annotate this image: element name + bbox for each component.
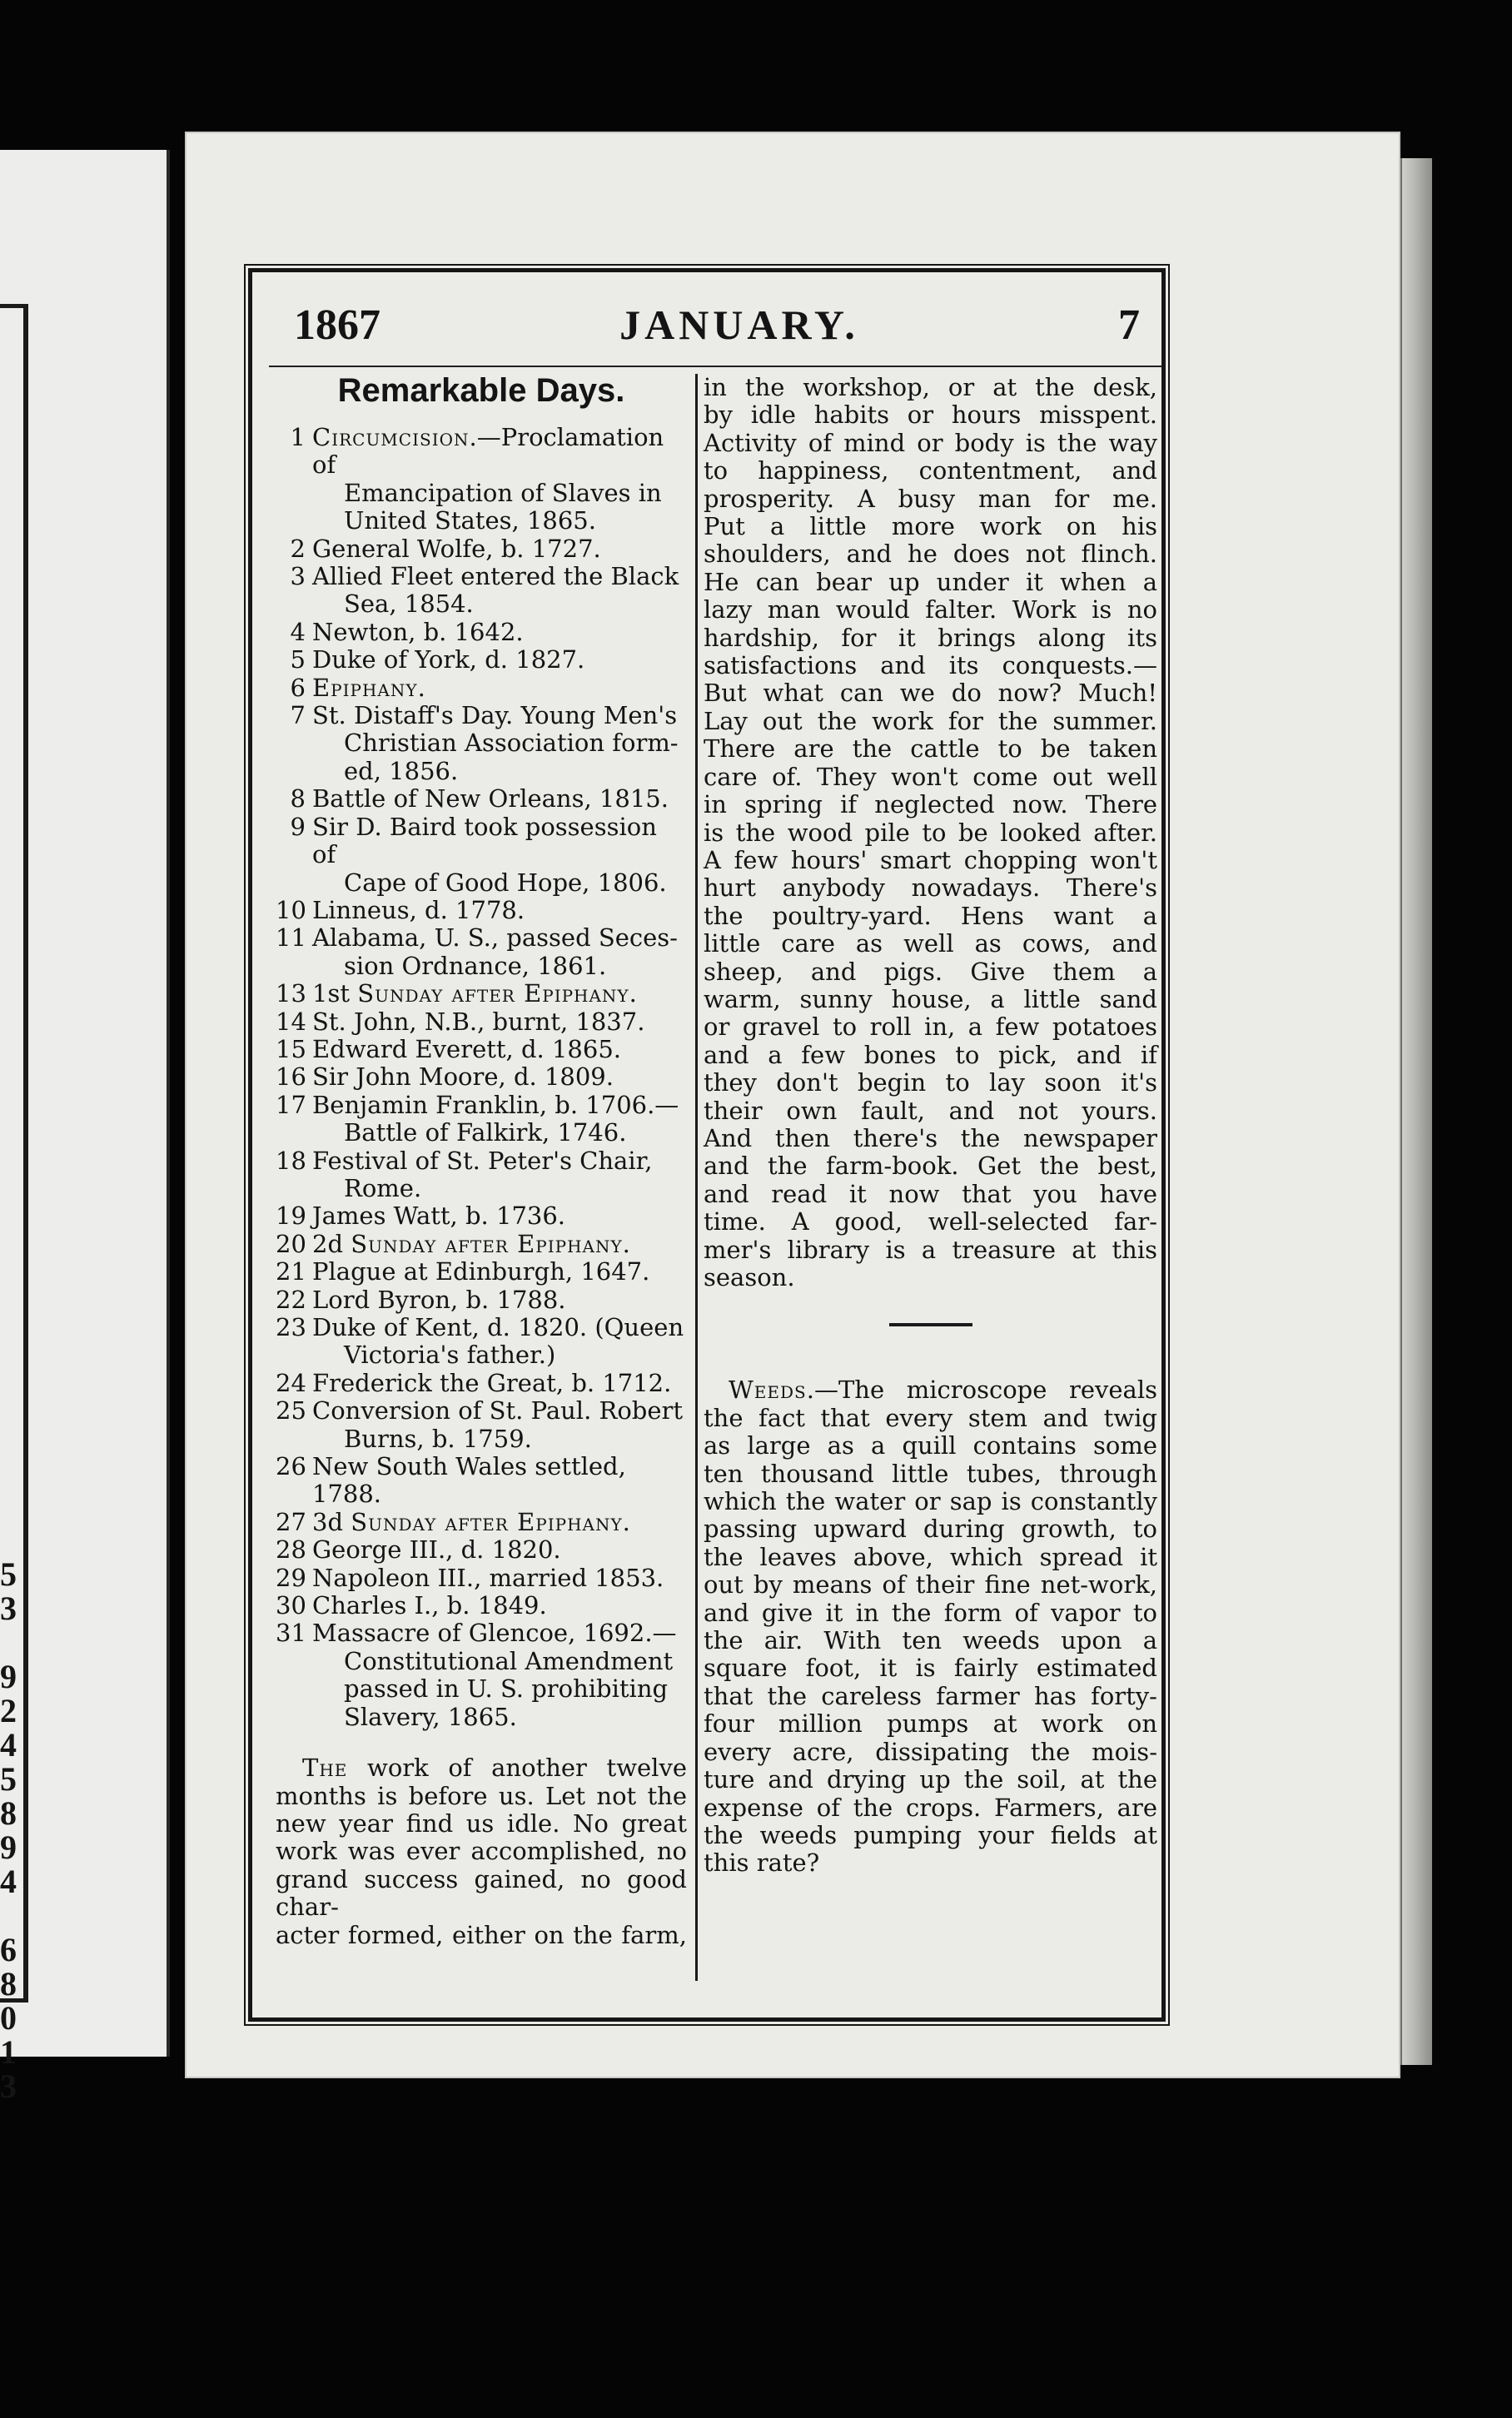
- remarkable-day-entry: [276, 1509, 687, 1536]
- day-event-line: Conversion of St. Paul. Robert: [312, 1396, 684, 1425]
- day-event: [312, 1286, 687, 1314]
- work-paragraph-line: they don't begin to lay soon it's: [704, 1068, 1157, 1097]
- work-paragraph-line: the poultry-yard. Hens want a: [704, 901, 1157, 930]
- day-event-line: Christian Association form-: [344, 729, 679, 758]
- remarkable-day-entry: [276, 1231, 687, 1258]
- work-paragraph-line: season.: [704, 1263, 795, 1291]
- day-event: [312, 1536, 687, 1564]
- weeds-paragraph-line: and give it in the form of vapor to: [704, 1598, 1157, 1627]
- day-event: [312, 1036, 687, 1063]
- day-number: 15: [276, 1034, 306, 1063]
- day-event: [312, 563, 687, 619]
- day-number: 1: [290, 423, 306, 451]
- day-event-line: Sea, 1854.: [344, 590, 474, 619]
- remarkable-day-entry: [276, 897, 687, 924]
- day-event-line: Victoria's father.): [344, 1341, 556, 1370]
- small-caps-text: Epiphany: [312, 673, 418, 702]
- remarkable-day-entry: [276, 1008, 687, 1036]
- remarkable-days-title: Remarkable Days.: [337, 372, 625, 409]
- day-event-line: Duke of York, d. 1827.: [312, 645, 585, 674]
- day-number: 25: [276, 1396, 306, 1425]
- weeds-paragraph-line: which the water or sap is constantly: [704, 1487, 1157, 1516]
- day-number: 13: [276, 979, 306, 1008]
- work-paragraph-line: and read it now that you have: [704, 1179, 1157, 1208]
- edge-digit: 5: [0, 1557, 17, 1593]
- day-event: [312, 424, 687, 535]
- day-event-line: George III., d. 1820.: [312, 1535, 561, 1565]
- day-number: 22: [276, 1285, 306, 1314]
- weeds-paragraph-line: four million pumps at work on: [704, 1709, 1157, 1739]
- weeds-paragraph-line: Weeds.—The microscope reveals: [729, 1376, 1157, 1405]
- work-paragraph-line: But what can we do now? Much!: [704, 679, 1157, 708]
- remarkable-day-entry: [276, 1258, 687, 1286]
- day-event-line: New South Wales settled, 1788.: [312, 1452, 626, 1509]
- day-event: [312, 702, 687, 785]
- day-event-line: Frederick the Great, b. 1712.: [312, 1368, 672, 1397]
- remarkable-day-entry: [276, 702, 687, 785]
- page-stack-edge: [1400, 158, 1432, 2065]
- day-event-line: ed, 1856.: [344, 756, 459, 785]
- weeds-paragraph-line: ten thousand little tubes, through: [704, 1459, 1157, 1488]
- weeds-paragraph-line: the leaves above, which spread it: [704, 1542, 1157, 1571]
- day-event: [312, 813, 687, 897]
- day-number: 5: [290, 645, 306, 674]
- header-year: 1867: [294, 301, 380, 349]
- work-paragraph-line: mer's library is a treasure at this: [704, 1235, 1157, 1264]
- day-event: [312, 646, 687, 674]
- day-number: 2: [290, 534, 306, 563]
- remarkable-day-entry: [276, 424, 687, 535]
- day-event-line: Constitutional Amendment: [344, 1646, 674, 1675]
- day-event-line: 3d Sunday after Epiphany.: [312, 1507, 630, 1536]
- day-event: [312, 1258, 687, 1286]
- day-event: [312, 1397, 687, 1453]
- day-event-line: Rome.: [344, 1173, 422, 1202]
- day-number: 19: [276, 1202, 306, 1231]
- day-event-line: Sir D. Baird took possession of: [312, 812, 657, 869]
- work-paragraph-line: care of. They won't come out well: [704, 762, 1157, 791]
- weeds-paragraph-line: out by means of their fine net-work,: [704, 1570, 1157, 1600]
- work-paragraph-line: lazy man would falter. Work is no: [704, 595, 1157, 624]
- work-paragraph-line: He can bear up under it when a: [704, 567, 1157, 596]
- day-event-line: Cape of Good Hope, 1806.: [344, 868, 667, 897]
- day-event-line: St. Distaff's Day. Young Men's: [312, 701, 678, 730]
- column-divider: [695, 374, 698, 1981]
- edge-digit: 8: [0, 1794, 17, 1832]
- work-paragraph-line: by idle habits or hours misspent.: [704, 401, 1157, 430]
- day-event: [312, 1147, 687, 1203]
- remarkable-day-entry: [276, 813, 687, 897]
- small-caps-text: Sunday after Epiphany: [351, 1229, 623, 1258]
- work-paragraph-line: warm, sunny house, a little sand: [704, 984, 1157, 1013]
- remarkable-day-entry: [276, 619, 687, 646]
- header-rule: [269, 366, 1161, 367]
- day-event: [312, 1453, 687, 1509]
- day-number: 29: [276, 1563, 306, 1592]
- edge-digit: 5: [0, 1760, 17, 1798]
- day-event-line: Battle of New Orleans, 1815.: [312, 784, 669, 813]
- work-paragraph-line: prosperity. A busy man for me.: [704, 484, 1157, 513]
- edge-digit: 4: [0, 1863, 17, 1900]
- day-event: [312, 1202, 687, 1230]
- day-number: 18: [276, 1146, 306, 1175]
- work-paragraph-line: Activity of mind or body is the way: [704, 428, 1157, 457]
- day-number: 24: [276, 1368, 306, 1397]
- remarkable-day-entry: [276, 1092, 687, 1147]
- work-paragraph: [704, 374, 1157, 1291]
- work-paragraph-line: sheep, and pigs. Give them a: [704, 957, 1157, 986]
- intro-line: work was ever accomplished, no: [276, 1837, 687, 1866]
- small-caps-text: Weeds: [729, 1376, 807, 1405]
- remarkable-day-entry: [276, 1565, 687, 1592]
- remarkable-day-entry: [276, 674, 687, 702]
- work-paragraph-line: hurt anybody nowadays. There's: [704, 873, 1157, 903]
- weeds-paragraph: [704, 1376, 1157, 1877]
- day-number: 8: [290, 784, 306, 813]
- day-event: [312, 1231, 687, 1258]
- day-number: 16: [276, 1062, 306, 1092]
- left-column: [276, 369, 687, 1949]
- day-event-line: Charles I., b. 1849.: [312, 1591, 547, 1620]
- remarkable-day-entry: [276, 535, 687, 563]
- weeds-paragraph-line: square foot, it is fairly estimated: [704, 1654, 1157, 1683]
- remarkable-day-entry: [276, 1370, 687, 1397]
- day-event-line: Emancipation of Slaves in: [344, 478, 662, 507]
- remarkable-day-entry: [276, 1036, 687, 1063]
- weeds-paragraph-line: as large as a quill contains some: [704, 1431, 1157, 1460]
- remarkable-day-entry: [276, 1063, 687, 1091]
- day-event: [312, 1509, 687, 1536]
- day-event: [312, 1370, 687, 1397]
- section-rule: [889, 1323, 972, 1326]
- edge-digit: 4: [0, 1726, 17, 1764]
- day-event: [312, 785, 687, 813]
- page-number: 7: [1118, 301, 1140, 349]
- work-paragraph-line: A few hours' smart chopping won't: [704, 845, 1157, 874]
- day-event: [312, 1008, 687, 1036]
- day-number: 7: [290, 701, 306, 730]
- weeds-paragraph-line: this rate?: [704, 1848, 820, 1878]
- page-header: [294, 301, 1155, 367]
- day-number: 9: [290, 812, 306, 841]
- day-event: [312, 1314, 687, 1370]
- work-paragraph-line: little care as well as cows, and: [704, 929, 1157, 958]
- day-event: [312, 1592, 687, 1619]
- small-caps-text: Circumcision: [312, 423, 470, 451]
- day-event: [312, 674, 687, 702]
- edge-digit: 8: [0, 1965, 17, 2003]
- day-event: [312, 924, 687, 980]
- previous-page-edge: [0, 150, 170, 2103]
- intro-line: new year find us idle. No great: [276, 1809, 687, 1838]
- day-event: [312, 897, 687, 924]
- weeds-paragraph-line: expense of the crops. Farmers, are: [704, 1793, 1157, 1822]
- day-number: 23: [276, 1313, 306, 1341]
- day-event-line: Edward Everett, d. 1865.: [312, 1034, 621, 1063]
- day-number: 11: [276, 923, 306, 953]
- day-event-line: James Watt, b. 1736.: [312, 1202, 566, 1231]
- remarkable-day-entry: [276, 646, 687, 674]
- weeds-paragraph-line: every acre, dissipating the mois-: [704, 1737, 1157, 1766]
- weeds-paragraph-line: that the careless farmer has forty-: [704, 1681, 1157, 1710]
- remarkable-day-entry: [276, 785, 687, 813]
- intro-line: The work of another twelve: [302, 1754, 687, 1783]
- day-event: [312, 1063, 687, 1091]
- work-paragraph-line: hardship, for it brings along its: [704, 623, 1157, 652]
- edge-digit: 3: [0, 1590, 17, 1627]
- day-event-line: Plague at Edinburgh, 1647.: [312, 1257, 650, 1286]
- edge-digit: 9: [0, 1658, 17, 1695]
- day-event-line: passed in U. S. prohibiting: [344, 1674, 669, 1704]
- day-event-line: Linneus, d. 1778.: [312, 895, 525, 924]
- work-paragraph-line: in spring if neglected now. There: [704, 790, 1157, 819]
- day-event-line: Alabama, U. S., passed Seces-: [312, 923, 678, 953]
- remarkable-day-entry: [276, 563, 687, 619]
- day-event-line: Burns, b. 1759.: [344, 1424, 532, 1453]
- day-number: 31: [276, 1619, 306, 1648]
- day-event-line: Slavery, 1865.: [344, 1702, 517, 1731]
- work-paragraph-line: Lay out the work for the summer.: [704, 706, 1157, 735]
- edge-digit: 3: [0, 2067, 17, 2103]
- work-paragraph-line: And then there's the newspaper: [704, 1123, 1157, 1152]
- remarkable-days-list: [276, 424, 687, 1731]
- day-event: [312, 1619, 687, 1731]
- day-number: 20: [276, 1229, 306, 1258]
- weeds-paragraph-line: the air. With ten weeds upon a: [704, 1626, 1157, 1655]
- day-number: 6: [290, 673, 306, 702]
- day-event: [312, 980, 687, 1007]
- day-event-line: Sir John Moore, d. 1809.: [312, 1062, 614, 1092]
- day-event-line: sion Ordnance, 1861.: [344, 951, 607, 980]
- day-number: 28: [276, 1535, 306, 1565]
- day-number: 3: [290, 562, 306, 591]
- day-number: 10: [276, 895, 306, 924]
- day-event-line: United States, 1865.: [344, 506, 596, 535]
- day-event-line: Lord Byron, b. 1788.: [312, 1285, 566, 1314]
- remarkable-day-entry: [276, 1619, 687, 1731]
- day-event-line: Benjamin Franklin, b. 1706.—: [312, 1090, 679, 1119]
- remarkable-day-entry: [276, 1592, 687, 1619]
- work-paragraph-line: satisfactions and its conquests.—: [704, 651, 1157, 680]
- work-paragraph-line: is the wood pile to be looked after.: [704, 818, 1157, 847]
- day-number: 27: [276, 1507, 306, 1536]
- work-paragraph-line: or gravel to roll in, a few potatoes: [704, 1012, 1157, 1042]
- weeds-paragraph-line: passing upward during growth, to: [704, 1515, 1157, 1544]
- day-number: 17: [276, 1090, 306, 1119]
- small-caps-text: Sunday after Epiphany: [357, 979, 629, 1008]
- day-number: 4: [290, 617, 306, 646]
- day-event-line: Circumcision.—Proclamation of: [312, 423, 664, 480]
- day-event: [312, 1565, 687, 1592]
- header-month: JANUARY.: [619, 301, 859, 348]
- remarkable-day-entry: [276, 1286, 687, 1314]
- right-column: [704, 374, 1157, 1878]
- remarkable-day-entry: [276, 1536, 687, 1564]
- remarkable-day-entry: [276, 980, 687, 1007]
- day-event: [312, 619, 687, 646]
- intro-line: months is before us. Let not the: [276, 1781, 687, 1810]
- day-event-line: St. John, N.B., burnt, 1837.: [312, 1007, 645, 1036]
- day-number: 30: [276, 1591, 306, 1620]
- day-event-line: 1st Sunday after Epiphany.: [312, 979, 637, 1008]
- day-event-line: Napoleon III., married 1853.: [312, 1563, 664, 1592]
- work-paragraph-line: Put a little more work on his: [704, 512, 1157, 541]
- weeds-paragraph-line: the weeds pumping your fields at: [704, 1820, 1157, 1849]
- day-event: [312, 1092, 687, 1147]
- remarkable-day-entry: [276, 1147, 687, 1203]
- edge-digit: 0: [0, 1999, 17, 2037]
- day-event-line: Allied Fleet entered the Black: [312, 562, 679, 591]
- work-paragraph-line: their own fault, and not yours.: [704, 1096, 1157, 1125]
- edge-digit: 6: [0, 1931, 17, 1968]
- day-event-line: Epiphany.: [312, 673, 425, 702]
- small-caps-text: Sunday after Epiphany: [351, 1507, 623, 1536]
- day-event-line: General Wolfe, b. 1727.: [312, 534, 601, 563]
- day-event-line: Massacre of Glencoe, 1692.—: [312, 1619, 677, 1648]
- weeds-paragraph-line: ture and drying up the soil, at the: [704, 1765, 1157, 1794]
- remarkable-day-entry: [276, 1314, 687, 1370]
- work-paragraph-line: and a few bones to pick, and if: [704, 1040, 1157, 1069]
- day-event-line: Battle of Falkirk, 1746.: [344, 1118, 627, 1147]
- remarkable-day-entry: [276, 924, 687, 980]
- day-event-line: Newton, b. 1642.: [312, 617, 524, 646]
- day-event: [312, 535, 687, 563]
- day-event-line: 2d Sunday after Epiphany.: [312, 1229, 630, 1258]
- intro-line: acter formed, either on the farm,: [276, 1920, 687, 1949]
- work-paragraph-line: shoulders, and he does not flinch.: [704, 540, 1157, 569]
- work-paragraph-line: to happiness, contentment, and: [704, 456, 1157, 485]
- work-paragraph-line: and the farm-book. Get the best,: [704, 1152, 1157, 1181]
- remarkable-day-entry: [276, 1453, 687, 1509]
- page-frame: [248, 268, 1166, 2022]
- work-paragraph-line: There are the cattle to be taken: [704, 734, 1157, 764]
- weeds-paragraph-line: the fact that every stem and twig: [704, 1403, 1157, 1432]
- intro-paragraph: [276, 1754, 687, 1949]
- edge-digit: 1: [0, 2033, 17, 2071]
- previous-page-digits: [0, 1557, 20, 2103]
- edge-digit: 2: [0, 1692, 17, 1729]
- day-number: 26: [276, 1452, 306, 1481]
- remarkable-day-entry: [276, 1202, 687, 1230]
- day-number: 14: [276, 1007, 306, 1036]
- remarkable-day-entry: [276, 1397, 687, 1453]
- work-paragraph-line: in the workshop, or at the desk,: [704, 373, 1157, 401]
- intro-line: grand success gained, no good char-: [276, 1864, 687, 1922]
- edge-digit: [0, 1898, 20, 1933]
- day-event-line: Duke of Kent, d. 1820. (Queen: [312, 1313, 684, 1341]
- day-number: 21: [276, 1257, 306, 1286]
- day-event-line: Festival of St. Peter's Chair,: [312, 1146, 653, 1175]
- edge-digit: [0, 1625, 20, 1659]
- work-paragraph-line: time. A good, well-selected far-: [704, 1207, 1157, 1236]
- edge-digit: 9: [0, 1828, 17, 1866]
- small-caps-text: The: [302, 1754, 348, 1783]
